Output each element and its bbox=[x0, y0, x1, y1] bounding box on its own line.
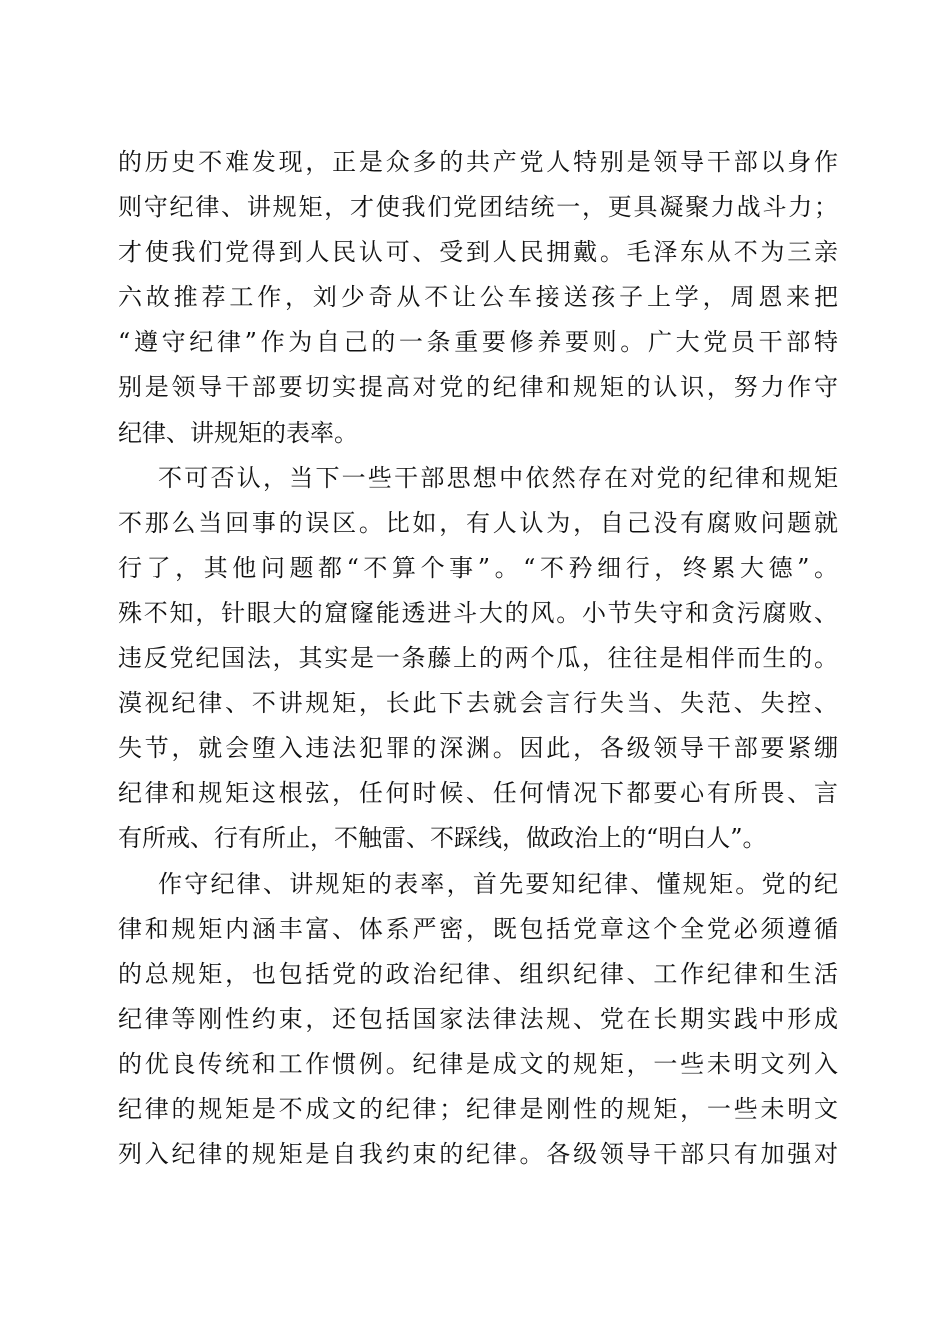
text-line: 违反党纪国法，其实是一条藤上的两个瓜，往往是相伴而生的。 bbox=[118, 644, 838, 673]
text-line: 纪律等刚性约束，还包括国家法律法规、党在长期实践中形成 bbox=[118, 1004, 838, 1033]
text-line: 纪律的规矩是不成文的纪律；纪律是刚性的规矩，一些未明文 bbox=[118, 1094, 838, 1123]
text-line: 则守纪律、讲规矩，才使我们党团结统一，更具凝聚力战斗力； bbox=[118, 193, 838, 222]
paragraph bbox=[118, 140, 838, 456]
text-line: 有所戒、行有所止，不触雷、不踩线，做政治上的“明白人”。 bbox=[118, 824, 767, 853]
text-line: 别是领导干部要切实提高对党的纪律和规矩的认识，努力作守 bbox=[118, 373, 838, 402]
text-line: 律和规矩内涵丰富、体系严密，既包括党章这个全党必须遵循 bbox=[118, 914, 838, 943]
text-line: 不可否认，当下一些干部思想中依然存在对党的纪律和规矩 bbox=[158, 463, 838, 492]
paragraph bbox=[118, 456, 838, 862]
paragraph bbox=[118, 862, 838, 1178]
text-line: “遵守纪律”作为自己的一条重要修养要则。广大党员干部特 bbox=[118, 328, 838, 357]
text-line: 作守纪律、讲规矩的表率，首先要知纪律、懂规矩。党的纪 bbox=[158, 869, 838, 898]
text-line: 六故推荐工作，刘少奇从不让公车接送孩子上学，周恩来把 bbox=[118, 283, 838, 312]
text-line: 的历史不难发现，正是众多的共产党人特别是领导干部以身作 bbox=[118, 148, 838, 176]
text-line: 纪律和规矩这根弦，任何时候、任何情况下都要心有所畏、言 bbox=[118, 779, 838, 808]
text-line: 不那么当回事的误区。比如，有人认为，自己没有腐败问题就 bbox=[118, 508, 838, 537]
text-line: 的优良传统和工作惯例。纪律是成文的规矩，一些未明文列入 bbox=[118, 1049, 838, 1078]
text-line: 漠视纪律、不讲规矩，长此下去就会言行失当、失范、失控、 bbox=[118, 689, 838, 718]
text-line: 的总规矩，也包括党的政治纪律、组织纪律、工作纪律和生活 bbox=[118, 959, 838, 988]
body-text bbox=[118, 140, 838, 1177]
text-line: 殊不知，针眼大的窟窿能透进斗大的风。小节失守和贪污腐败、 bbox=[118, 598, 838, 627]
text-line: 纪律、讲规矩的表率。 bbox=[118, 418, 358, 447]
text-line: 失节，就会堕入违法犯罪的深渊。因此，各级领导干部要紧绷 bbox=[118, 734, 838, 763]
text-line: 行了，其他问题都“不算个事”。“不矜细行，终累大德”。 bbox=[118, 553, 838, 582]
text-line: 列入纪律的规矩是自我约束的纪律。各级领导干部只有加强对 bbox=[118, 1140, 838, 1169]
text-line: 才使我们党得到人民认可、受到人民拥戴。毛泽东从不为三亲 bbox=[118, 238, 838, 267]
